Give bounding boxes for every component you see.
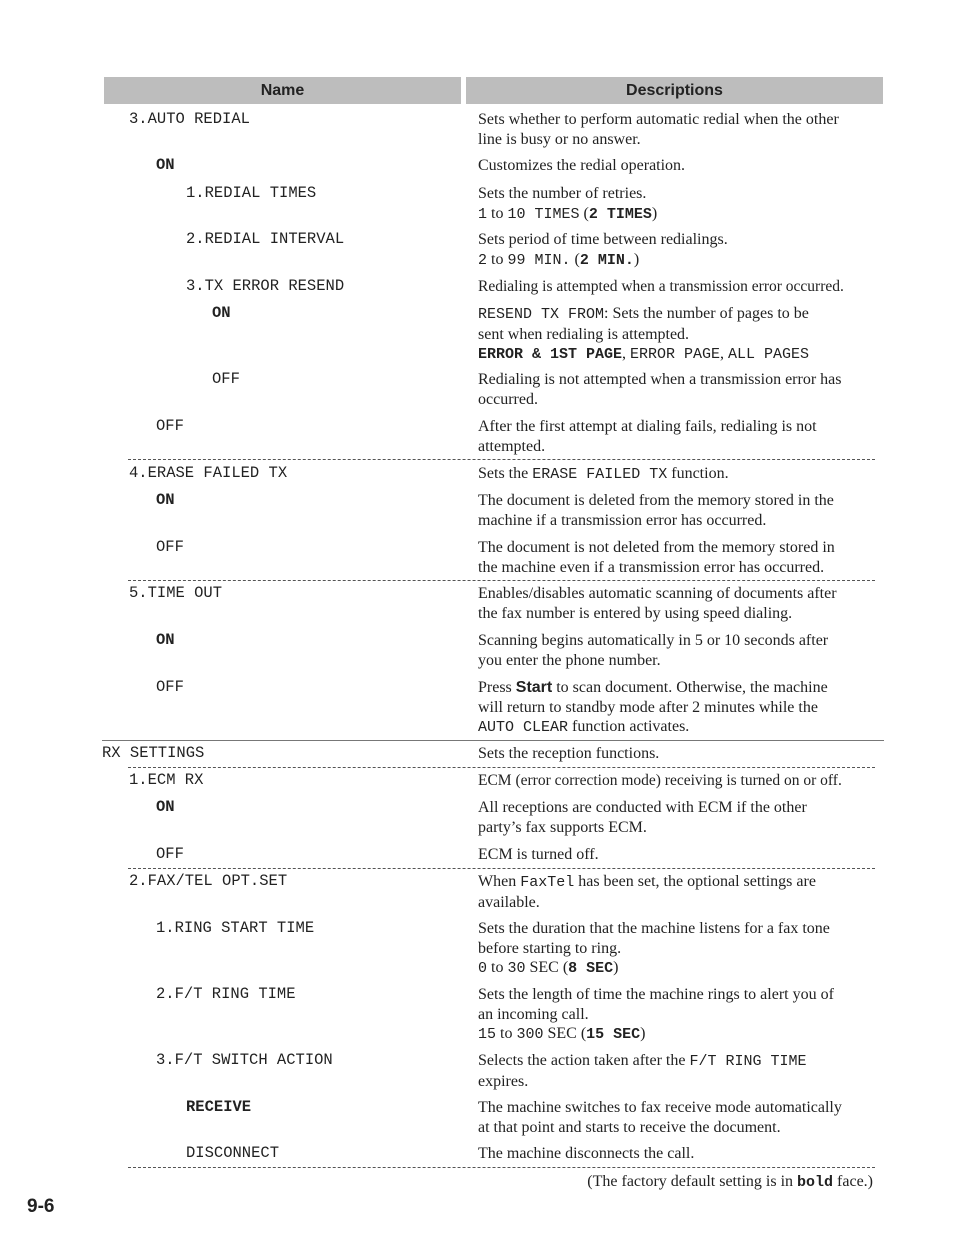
setting-description: The machine switches to fax receive mode automatically at that point and starts to receive the document. [478, 1099, 842, 1136]
setting-name: 3.AUTO REDIAL [129, 110, 250, 128]
setting-name: DISCONNECT [186, 1144, 280, 1162]
setting-name: 3.TX ERROR RESEND [186, 277, 345, 295]
setting-description: Redialing is not attempted when a transmission error has occurred. [478, 371, 842, 408]
start-key-label: Start [515, 679, 553, 696]
setting-name: OFF [156, 417, 184, 435]
footnote: (The factory default setting is in bold face.) [587, 1173, 873, 1191]
setting-name: 4.ERASE FAILED TX [129, 464, 288, 482]
setting-name: 2.F/T RING TIME [156, 985, 296, 1003]
row-divider [128, 459, 875, 460]
setting-description: Enables/disables automatic scanning of documents after the fax number is entered by using speed dialing. [478, 585, 837, 622]
setting-name: OFF [156, 678, 184, 696]
page-number: 9-6 [27, 1196, 55, 1217]
setting-name: ON [156, 156, 175, 174]
row-divider [128, 580, 875, 581]
setting-name: 3.F/T SWITCH ACTION [156, 1051, 333, 1069]
setting-description: The machine disconnects the call. [478, 1145, 695, 1162]
setting-description: Sets the duration that the machine listens for a fax tone before starting to ring. 0 to 30 SEC (8 SEC) [478, 920, 830, 977]
setting-name: 2.FAX/TEL OPT.SET [129, 872, 288, 890]
setting-description: Sets the number of retries. 1 to 10 TIMES (2 TIMES) [478, 185, 658, 223]
setting-name: OFF [212, 370, 240, 388]
setting-name: 5.TIME OUT [129, 584, 223, 602]
setting-description: ECM is turned off. [478, 846, 599, 863]
setting-name: ON [156, 798, 175, 816]
setting-description: The document is deleted from the memory stored in the machine if a transmission error has occurred. [478, 492, 834, 529]
setting-name: 2.REDIAL INTERVAL [186, 230, 345, 248]
setting-name: RX SETTINGS [102, 744, 205, 762]
setting-description: Press Start to scan document. Otherwise, the machine will return to standby mode after 2 minutes while the AUTO CLEAR function activates. [478, 679, 828, 736]
setting-description: Sets the reception functions. [478, 745, 660, 762]
setting-name: ON [156, 491, 175, 509]
setting-description: All receptions are conducted with ECM if the other party’s fax supports ECM. [478, 799, 807, 836]
setting-name: 1.REDIAL TIMES [186, 184, 317, 202]
setting-description: After the first attempt at dialing fails, redialing is not attempted. [478, 418, 817, 455]
setting-description: Sets the length of time the machine rings to alert you of an incoming call. 15 to 300 SEC (15 SEC) [478, 986, 834, 1043]
setting-name: ON [156, 631, 175, 649]
setting-description: Scanning begins automatically in 5 or 10 seconds after you enter the phone number. [478, 632, 829, 669]
setting-name: 1.RING START TIME [156, 919, 315, 937]
row-divider [128, 767, 875, 768]
setting-name: OFF [156, 845, 184, 863]
setting-description: The document is not deleted from the memory stored in the machine even if a transmission error has occurred. [478, 539, 835, 576]
setting-description: Sets the ERASE FAILED TX function. [478, 465, 729, 483]
setting-description: When FaxTel has been set, the optional settings are available. [478, 873, 816, 911]
setting-description: Sets period of time between redialings. 2 to 99 MIN. (2 MIN.) [478, 231, 728, 269]
section-divider [102, 740, 884, 741]
setting-description: Selects the action taken after the F/T RING TIME expires. [478, 1052, 807, 1090]
setting-description: Sets whether to perform automatic redial when the other line is busy or no answer. [478, 111, 839, 148]
column-header-name: Name [104, 77, 461, 104]
column-header-descriptions: Descriptions [466, 77, 883, 104]
row-divider [128, 868, 875, 869]
setting-description: ECM (error correction mode) receiving is turned on or off. [478, 772, 842, 789]
setting-name: OFF [156, 538, 184, 556]
setting-description: Customizes the redial operation. [478, 157, 686, 174]
setting-description: RESEND TX FROM: Sets the number of pages to be sent when redialing is attempted. ERROR & 1ST PAGE, ERROR PAGE, ALL PAGES [478, 305, 810, 363]
setting-name: 1.ECM RX [129, 771, 204, 789]
setting-name: RECEIVE [186, 1098, 252, 1116]
row-divider [128, 1167, 875, 1168]
setting-description: Redialing is attempted when a transmission error occurred. [478, 278, 844, 295]
setting-name: ON [212, 304, 231, 322]
